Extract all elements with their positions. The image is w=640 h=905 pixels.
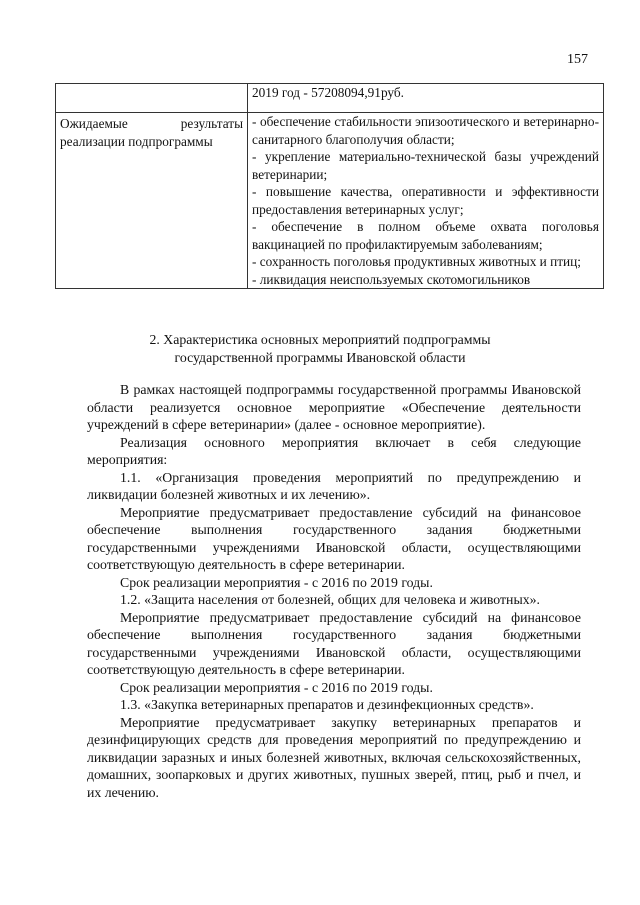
paragraph: Реализация основного мероприятия включает в себя следующие мероприятия: xyxy=(87,434,581,467)
paragraph: Срок реализации мероприятия - с 2016 по 2019 годы. xyxy=(120,574,433,590)
paragraph: В рамках настоящей подпрограммы государственной программы Ивановской области реализуется основное мероприятие «Обеспечение деятельности учреждений в сфере ветеринарии» (далее - основное мероприятие). xyxy=(87,382,581,432)
paragraph: Срок реализации мероприятия - с 2016 по 2019 годы. xyxy=(120,679,433,695)
funding-line: 2019 год - 57208094,91руб. xyxy=(248,84,604,113)
body-text xyxy=(87,381,581,801)
paragraph: 1.2. «Защита населения от болезней, общих для человека и животных». xyxy=(120,592,540,607)
results-label-word: Ожидаемые xyxy=(60,116,128,131)
paragraph: Мероприятие предусматривает предоставление субсидий на финансовое обеспечение выполнения государственного задания бюджетными государственными учреждениями Ивановской области, осуществляющими соответствующую деятельность в сфере ветеринарии. xyxy=(87,504,581,572)
table-cell-empty xyxy=(56,84,248,113)
results-table xyxy=(55,83,604,289)
results-label xyxy=(56,113,248,289)
list-item: - повышение качества, оперативности и эффективности предоставления ветеринарных услуг; xyxy=(252,184,599,217)
list-item: - укрепление материально-технической базы учреждений ветеринарии; xyxy=(252,149,599,182)
paragraph: Мероприятие предусматривает закупку ветеринарных препаратов и дезинфицирующих средств для проведения мероприятий по предупреждению и ликвидации заразных и иных болезней животных, включая сельскохозяйственных, домашних, зоопарковых и других животных, пушных зверей, птиц, рыб и пчел, и их лечению. xyxy=(87,714,581,800)
paragraph: Мероприятие предусматривает предоставление субсидий на финансовое обеспечение выполнения государственного задания бюджетными государственными учреждениями Ивановской области, осуществляющими соответствующую деятельность в сфере ветеринарии. xyxy=(87,609,581,677)
list-item: - сохранность поголовья продуктивных животных и птиц; xyxy=(252,254,581,269)
paragraph: 1.1. «Организация проведения мероприятий по предупреждению и ликвидации болезней животных и их лечению». xyxy=(87,469,581,502)
list-item: - обеспечение в полном объеме охвата поголовья вакцинацией по профилактируемым заболеваниям; xyxy=(252,219,599,252)
results-label-word: результаты xyxy=(180,116,243,131)
table-row xyxy=(56,84,604,113)
section-title-line: 2. Характеристика основных мероприятий подпрограммы xyxy=(149,332,491,347)
results-label-rest: реализации подпрограммы xyxy=(60,133,213,149)
page-number: 157 xyxy=(567,52,588,67)
list-item: - обеспечение стабильности эпизоотического и ветеринарно-санитарного благополучия области; xyxy=(252,114,599,147)
paragraph: 1.3. «Закупка ветеринарных препаратов и дезинфекционных средств». xyxy=(120,697,534,712)
section-title-line: государственной программы Ивановской области xyxy=(174,350,466,365)
table-row xyxy=(56,113,604,289)
section-title xyxy=(0,331,640,367)
results-list xyxy=(248,113,604,289)
list-item: - ликвидация неиспользуемых скотомогильников xyxy=(252,271,531,287)
